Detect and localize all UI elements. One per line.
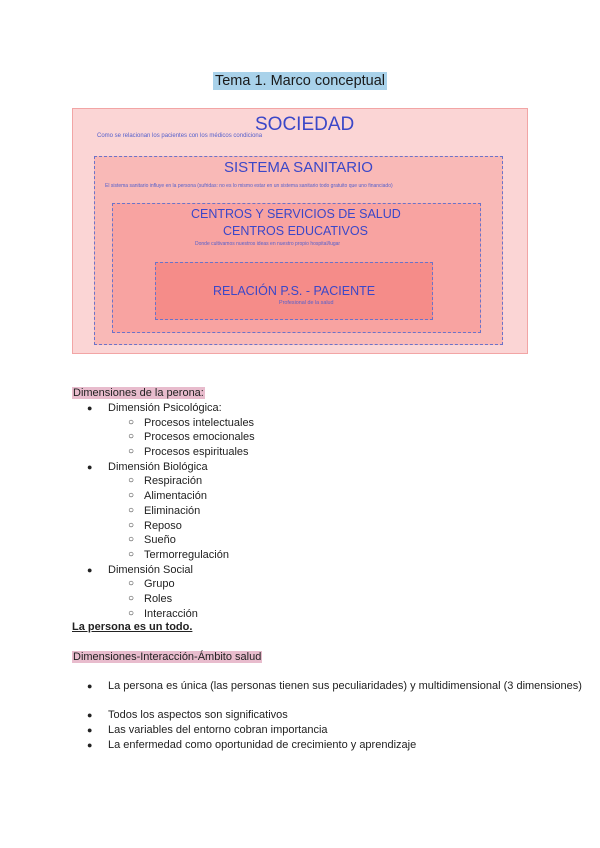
group-label: Dimensión Psicológica: bbox=[108, 402, 222, 414]
bullet-icon: ● bbox=[87, 710, 93, 721]
section2-heading: Dimensiones-Interacción-Ámbito salud bbox=[73, 651, 262, 663]
sub-bullet-icon: ○ bbox=[128, 578, 135, 590]
relacion-note: Profesional de la salud bbox=[279, 300, 334, 306]
sub-bullet-icon: ○ bbox=[128, 490, 135, 502]
sociedad-label: SOCIEDAD bbox=[255, 114, 355, 135]
bullet-icon: ● bbox=[87, 564, 93, 575]
sub-item: Eliminación bbox=[144, 504, 201, 517]
sub-bullet-icon: ○ bbox=[128, 519, 135, 531]
list-item-text: La enfermedad como oportunidad de crecimiento y aprendizaje bbox=[108, 738, 417, 751]
bullet-icon: ● bbox=[87, 681, 93, 691]
sub-bullet-icon: ○ bbox=[128, 416, 135, 428]
list-item-text: La persona es única (las personas tienen sus peculiaridades) y multidimensional (3 dimensiones) bbox=[108, 680, 582, 692]
sub-item: Grupo bbox=[144, 578, 175, 591]
centros-educativos-label: CENTROS EDUCATIVOS bbox=[223, 224, 368, 238]
page-title-text: Tema 1. Marco conceptual bbox=[214, 73, 386, 89]
sub-item: Roles bbox=[144, 592, 173, 605]
whole-statement: La persona es un todo. bbox=[72, 621, 193, 633]
sub-bullet-icon: ○ bbox=[128, 592, 135, 604]
sub-bullet-icon: ○ bbox=[128, 607, 135, 619]
sub-item: Respiración bbox=[144, 475, 203, 488]
centros-note: Donde cultivamos nuestros ideas en nuestro propio hospital/lugar bbox=[195, 241, 341, 247]
sub-bullet-icon: ○ bbox=[128, 446, 135, 458]
sub-bullet-icon: ○ bbox=[128, 548, 135, 560]
sub-item: Sueño bbox=[144, 534, 176, 547]
page-title bbox=[0, 72, 600, 90]
sub-item: Alimentación bbox=[144, 490, 207, 503]
relacion-label: RELACIÓN P.S. - PACIENTE bbox=[213, 284, 376, 298]
sistema-sanitario-label: SISTEMA SANITARIO bbox=[224, 159, 373, 176]
sociedad-note: Como se relacionan los pacientes con los médicos condiciona bbox=[97, 133, 263, 139]
sub-bullet-icon: ○ bbox=[128, 431, 135, 443]
sistema-sanitario-note: El sistema sanitario influye en la persona (sufridas: no es lo mismo estar en un sistema sanitario todo gratuito que uno financiado) bbox=[105, 183, 393, 189]
list-item-text: Las variables del entorno cobran importancia bbox=[108, 724, 328, 737]
list-item-text: Todos los aspectos son significativos bbox=[108, 709, 288, 722]
sub-item: Reposo bbox=[144, 519, 182, 532]
sub-item: Termorregulación bbox=[144, 548, 229, 561]
group-label: Dimensión Social bbox=[108, 563, 193, 576]
bullet-icon: ● bbox=[87, 739, 93, 750]
bullet-icon: ● bbox=[87, 403, 93, 413]
sub-bullet-icon: ○ bbox=[128, 534, 135, 546]
centros-servicios-label: CENTROS Y SERVICIOS DE SALUD bbox=[191, 207, 401, 221]
bullet-icon: ● bbox=[87, 461, 93, 472]
sub-item: Procesos emocionales bbox=[144, 431, 255, 444]
group-label: Dimensión Biológica bbox=[108, 460, 208, 473]
sub-bullet-icon: ○ bbox=[128, 504, 135, 516]
sub-item: Procesos espirituales bbox=[144, 446, 249, 459]
bullet-icon: ● bbox=[87, 725, 93, 736]
dimensions-heading: Dimensiones de la perona: bbox=[73, 387, 204, 399]
sub-item: Interacción bbox=[144, 607, 198, 620]
sub-bullet-icon: ○ bbox=[128, 475, 135, 487]
sub-item: Procesos intelectuales bbox=[144, 416, 255, 429]
